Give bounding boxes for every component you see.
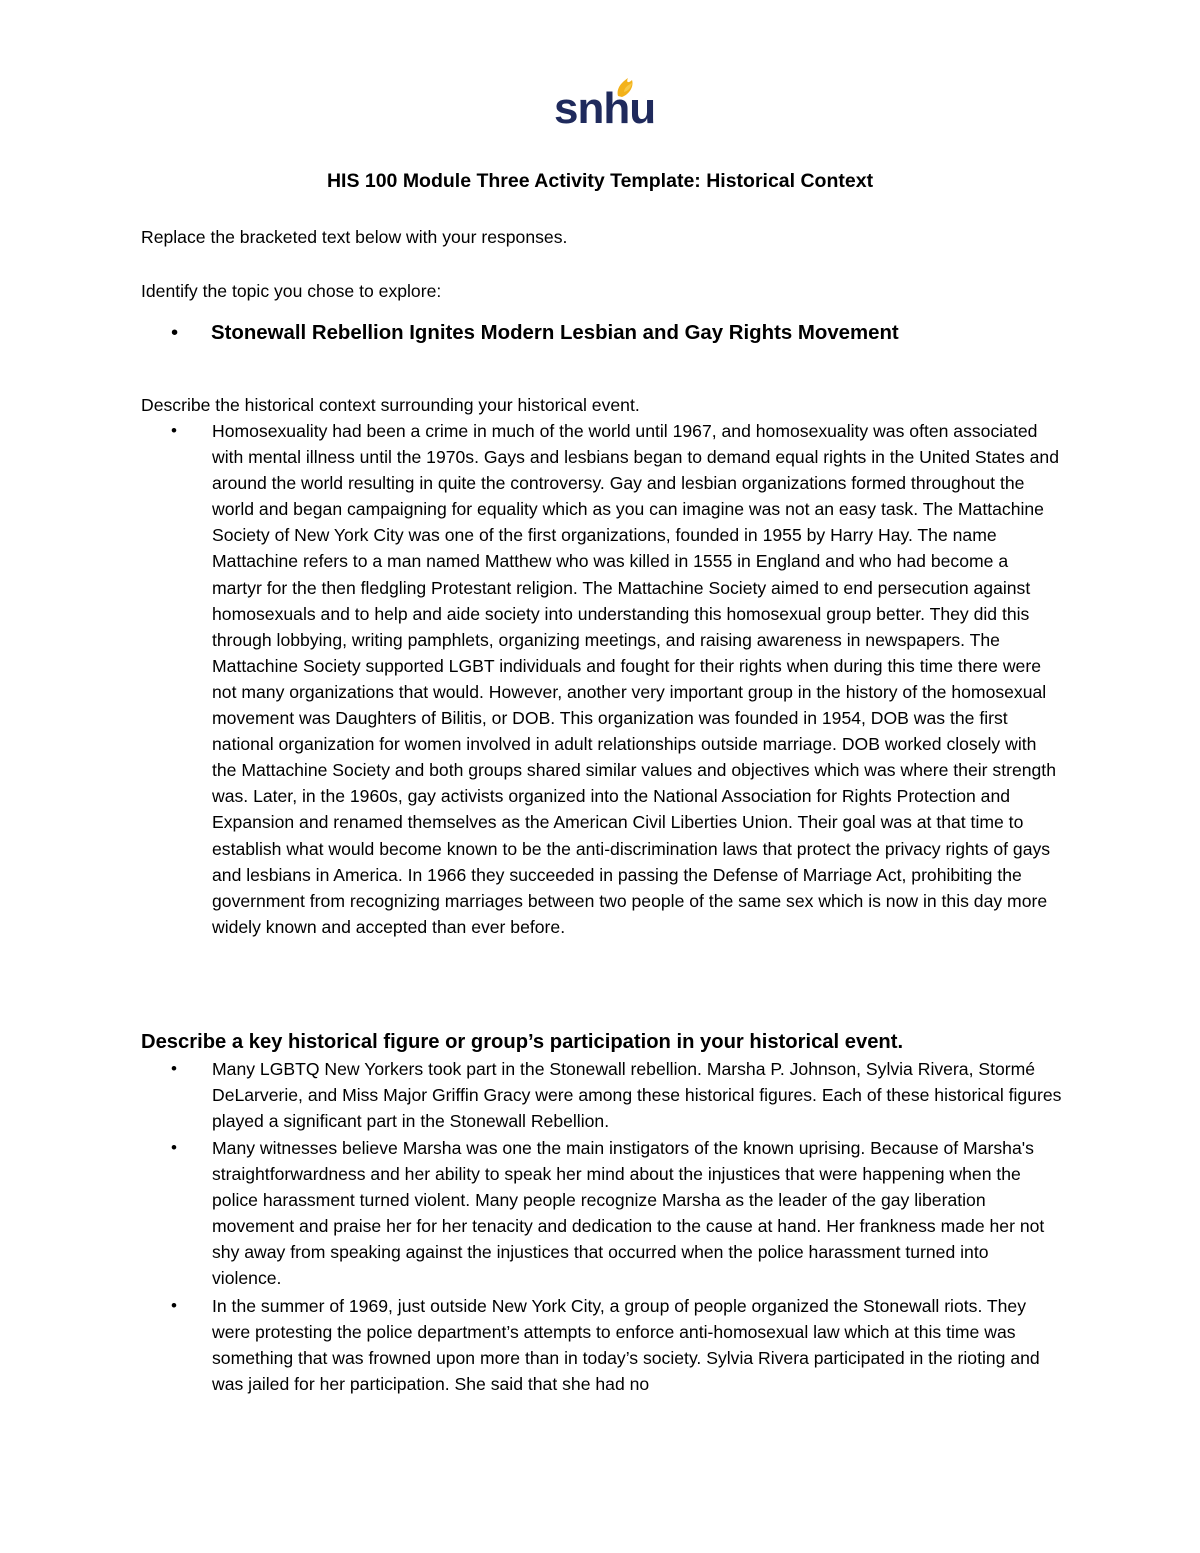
document-title: HIS 100 Module Three Activity Template: Historical Context	[326, 170, 874, 192]
bullet-glyph: •	[171, 421, 177, 440]
figure-paragraph: In the summer of 1969, just outside New York City, a group of people organized the Stonewall riots. They were protesting the police department’s attempts to enforce anti-homosexual law which at this time was something that was frowned upon more than in today’s society. Sylvia Rivera participated in the rioting and was jailed for her participation. She said that she had no	[212, 1296, 1040, 1395]
snhu-logo	[554, 72, 656, 134]
context-paragraph: Homosexuality had been a crime in much of the world until 1967, and homosexuality was often associated with mental illness until the 1970s. Gays and lesbians began to demand equal rights in the United States and around the world resulting in quite the controversy. Gay and lesbian organizations formed throughout the world and began campaigning for equality which as you can imagine was not an easy task. The Mattachine Society of New York City was one of the first organizations, founded in 1955 by Harry Hay. The name Mattachine refers to a man named Matthew who was killed in 1555 in England and who had become a martyr for the then fledgling Protestant religion. The Mattachine Society aimed to end persecution against homosexuals and to help and aide society into understanding this homosexual group better. They did this through lobbying, writing pamphlets, organizing meetings, and raising awareness in newspapers. The Mattachine Society supported LGBT individuals and fought for their rights when during this time there were not many organizations that would. However, another very important group in the history of the homosexual movement was Daughters of Bilitis, or DOB. This organization was founded in 1954, DOB was the first national organization for women involved in adult relationships outside marriage. DOB worked closely with the Mattachine Society and both groups shared similar values and objectives which was where their strength was. Later, in the 1960s, gay activists organized into the National Association for Rights Protection and Expansion and renamed themselves as the American Civil Liberties Union. Their goal was at that time to establish what would become known to be the anti-discrimination laws that protect the privacy rights of gays and lesbians in America. In 1966 they succeeded in passing the Defense of Marriage Act, prohibiting the government from recognizing marriages between two people of the same sex which is now in this day more widely known and accepted than ever before.	[212, 421, 1059, 937]
topic-prompt: Identify the topic you chose to explore:	[141, 281, 442, 301]
bullet-glyph: •	[171, 1138, 177, 1157]
topic-text: Stonewall Rebellion Ignites Modern Lesbian and Gay Rights Movement	[211, 322, 899, 344]
logo-wordmark: snhu	[554, 84, 656, 133]
bullet-glyph: •	[171, 322, 179, 344]
bullet-glyph: •	[171, 1296, 177, 1315]
figure-heading: Describe a key historical figure or group’s participation in your historical event.	[141, 1031, 904, 1053]
instruction-text: Replace the bracketed text below with your responses.	[141, 227, 568, 247]
context-prompt: Describe the historical context surrounding your historical event.	[141, 395, 640, 415]
figure-paragraph: Many LGBTQ New Yorkers took part in the Stonewall rebellion. Marsha P. Johnson, Sylvia Rivera, Stormé DeLarverie, and Miss Major Griffin Gracy were among these historical figures. Each of these historical figures played a significant part in the Stonewall Rebellion.	[212, 1059, 1062, 1132]
bullet-glyph: •	[171, 1059, 177, 1078]
figure-paragraph: Many witnesses believe Marsha was one the main instigators of the known uprising. Because of Marsha's straightforwardness and her ability to speak her mind about the injustices that were happening when the police harassment turned violent. Many people recognize Marsha as the leader of the gay liberation movement and praise her for her tenacity and dedication to the cause at hand. Her frankness made her not shy away from speaking against the injustices that occurred when the police harassment turned into violence.	[212, 1138, 1045, 1289]
